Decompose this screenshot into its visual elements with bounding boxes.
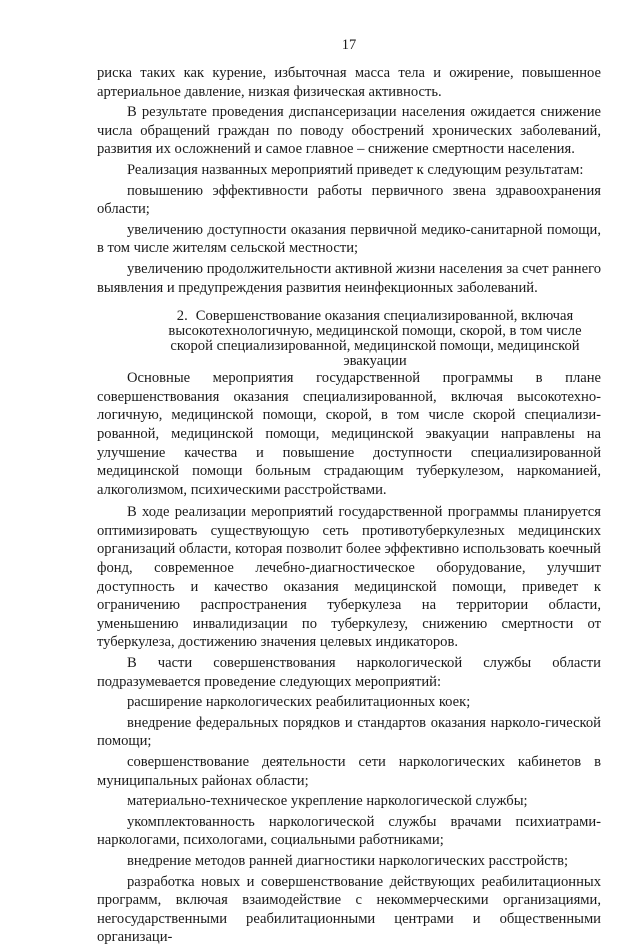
paragraph: В результате проведения диспансеризации населения ожидается снижение числа обращений граждан по поводу обострений хронических заболеваний, развития их осложнений и самое главное – снижение смертности населения. — [97, 104, 601, 158]
paragraph: увеличению доступности оказания первичной медико-санитарной помощи, в том числе жителям сельской местности; — [97, 221, 601, 257]
list-item: внедрение методов ранней диагностики наркологических расстройств; — [127, 852, 569, 869]
section-number: 2. — [176, 308, 188, 325]
paragraph: риска таких как курение, избыточная масса тела и ожирение, повышенное артериальное давление, низкая физическая активность. — [97, 65, 601, 100]
paragraph: увеличению продолжительности активной жизни населения за счет раннего выявления и предупреждения развития неинфекционных заболеваний. — [97, 260, 601, 296]
page-number: 17 — [341, 37, 357, 53]
paragraph: повышению эффективности работы первичного звена здравоохранения области; — [97, 182, 601, 218]
paragraph: В части совершенствования наркологической службы области подразумевается проведение следующих мероприятий: — [97, 655, 601, 690]
section-title: Совершенствование оказания специализированной, включая высокотехнологичную, медицинской помощи, скорой, в том числе скорой специализированной, медицинской помощи, медицинской эвакуации — [168, 308, 582, 370]
document-page — [97, 0, 601, 946]
list-item: укомплектованность наркологической службы врачами психиатрами-наркологами, психологами, социальными работниками; — [97, 813, 601, 849]
body-text — [97, 64, 601, 947]
paragraph: Основные мероприятия государственной программы в плане совершенствования оказания специализированной, включая высокотехно-логичную, медицинской помощи, скорой, в том числе скорой специализи-рованной, медицинской помощи, медицинской эвакуации направлены на улучшение качества и повышение доступности специализированной медицинской помощи больным страдающим туберкулезом, наркоманией, алкоголизмом, психическими расстройствами. — [97, 370, 601, 498]
section-heading — [97, 309, 601, 369]
list-item: совершенствование деятельности сети наркологических кабинетов в муниципальных районах области; — [97, 754, 601, 789]
list-item: внедрение федеральных порядков и стандартов оказания нарколо-гической помощи; — [97, 714, 601, 750]
list-item: разработка новых и совершенствование действующих реабилитационных программ, включая взаимодействие с некоммерческими организациями, негосударственными реабилитационными центрами и общественными организаци- — [97, 873, 601, 946]
paragraph: Реализация названных мероприятий приведет к следующим результатам: — [127, 161, 584, 178]
paragraph: В ходе реализации мероприятий государственной программы планируется оптимизировать существующую сеть противотуберкулезных медицинских организаций области, которая позволит более эффективно использовать коечный фонд, современное лечебно-диагностическое оборудование, улучшит доступность и качество оказания медицинской помощи, приведет к ограничению распространения туберкулеза на территории области, уменьшению инвалидизации по туберкулезу, снижению смертности от туберкулеза, достижению значения целевых индикаторов. — [97, 504, 601, 651]
list-item: материально-техническое укрепление наркологической службы; — [127, 793, 528, 810]
list-item: расширение наркологических реабилитационных коек; — [127, 694, 471, 711]
